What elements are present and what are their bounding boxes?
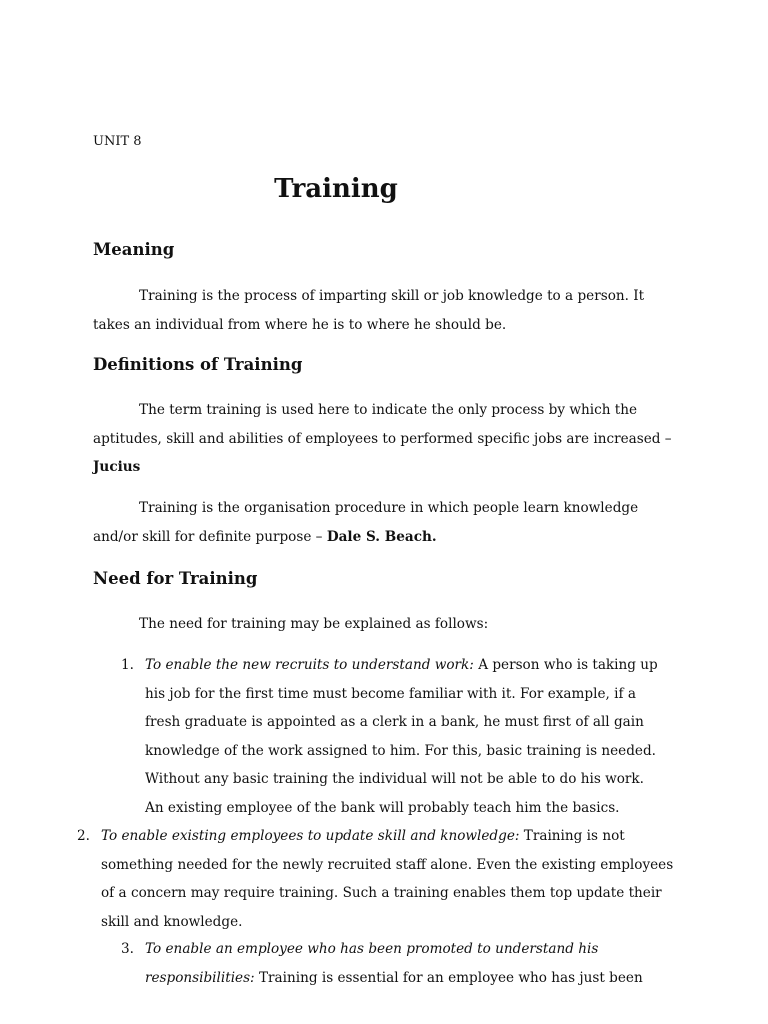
definition-1 [93,396,683,482]
unit-label: UNIT 8 [93,134,142,149]
list-item-lead: To enable the new recruits to understand work: [145,657,474,673]
meaning-paragraph: Training is the process of imparting skill or job knowledge to a person. It takes an individual from where he is to where he should be. [93,288,645,333]
list-item-body [101,822,681,936]
definition-2-text: Training is the organisation procedure in which people learn knowledge and/or skill for definite purpose – [93,500,639,545]
list-item-lead: To enable an employee who has been promoted to understand his responsibilities: [145,941,599,986]
list-item-body [145,651,665,822]
list-item-body [145,935,665,992]
list-item [77,822,681,936]
list-item-text: A person who is taking up his job for the first time must become familiar with it. For example, if a fresh graduate is appointed as a clerk in a bank, he must first of all gain knowledge of the work assigned to him. For this, basic training is needed. Without any basic training the individual will not be able to do his work. An existing employee of the bank will probably teach him the basics. [145,657,658,816]
definition-2-author: Dale S. Beach. [326,528,437,545]
list-item [121,935,665,992]
list-item-number: 2. [77,828,90,844]
need-intro: The need for training may be explained as follows: [139,616,489,632]
page-title: Training [274,174,398,204]
list-item-text: Training is not something needed for the newly recruited staff alone. Even the existing employees of a concern may require training. Such a training enables them top update their skill and knowledge. [101,828,674,930]
heading-need: Need for Training [93,569,258,588]
heading-definitions: Definitions of Training [93,355,303,374]
definition-1-author: Jucius [93,459,141,475]
heading-meaning: Meaning [93,240,175,259]
list-item-number: 3. [121,941,134,957]
list-item-number: 1. [121,657,134,673]
list-item [121,651,665,822]
definition-2 [93,494,683,551]
definition-1-text: The term training is used here to indicate the only process by which the aptitudes, skill and abilities of employees to performed specific jobs are increased – [93,402,672,447]
list-item-lead: To enable existing employees to update skill and knowledge: [101,828,520,844]
list-item-text: Training is essential for an employee who has just been [258,969,643,986]
